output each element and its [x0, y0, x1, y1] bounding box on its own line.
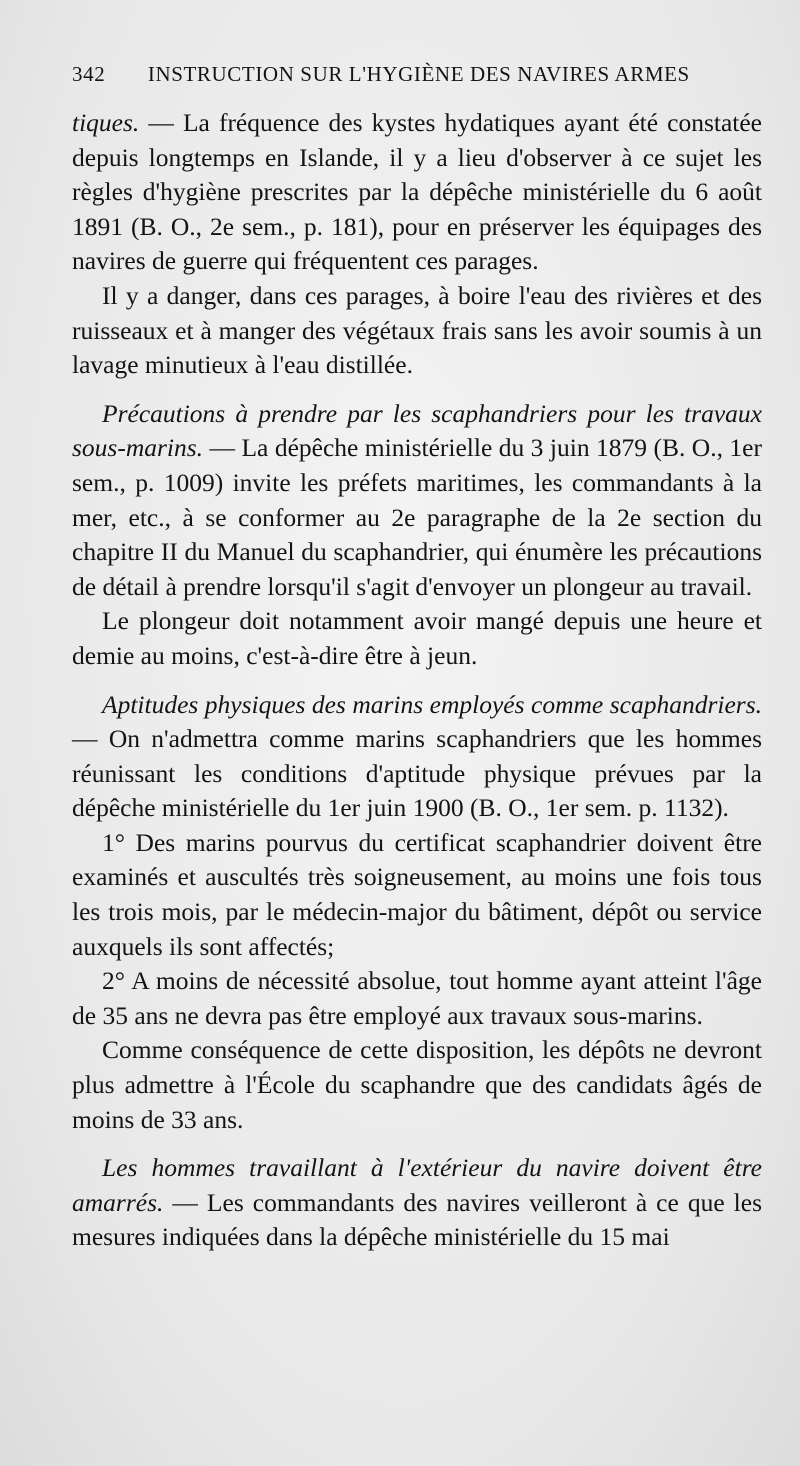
paragraph-text: Le plongeur doit notamment avoir mangé depuis une heure et demie au moins, c'est-à-dire être à jeun.	[72, 606, 762, 670]
paragraph-text: — La fréquence des kystes hydatiques ayant été constatée depuis longtemps en Islande, il y a lieu d'observer à ce sujet les règles d'hygiène prescrites par la dépêche ministérielle du 6 août 1891 (B. O., 2e sem., p. 181), pour en préserver les équipages des navires de guerre qui fréquentent ces parages.	[72, 108, 762, 276]
paragraph	[72, 279, 762, 383]
running-header	[72, 62, 712, 87]
paragraph	[72, 397, 762, 605]
paragraph	[72, 106, 762, 279]
paragraph	[72, 826, 762, 964]
page-number: 342	[72, 62, 106, 86]
paragraph-text: 1° Des marins pourvus du certificat scaphandrier doivent être examinés et auscultés très soigneusement, au moins une fois tous les trois mois, par le médecin-major du bâtiment, dépôt ou service auxquels ils sont affectés;	[72, 827, 762, 961]
paragraph	[72, 1033, 762, 1137]
paragraph	[72, 688, 762, 826]
paragraph-text: — Les commandants des navires veilleront à ce que les mesures indiquées dans la dépêche ministérielle du 15 mai	[72, 1187, 762, 1252]
paragraph-text: — La dépêche ministérielle du 3 juin 1879 (B. O., 1er sem., p. 1009) invite les préfets maritimes, les commandants à la mer, etc., à se conformer au 2e paragraphe de la 2e section du chapitre II du Manuel du scaphandrier, qui énumère les précautions de détail à prendre lorsqu'il s'agit d'envoyer un plongeur au travail.	[72, 433, 762, 601]
section-heading: Aptitudes physiques des marins employés comme scaphandriers.	[102, 689, 762, 719]
paragraph	[72, 1151, 762, 1255]
paragraph-text: 2° A moins de nécessité absolue, tout homme ayant atteint l'âge de 35 ans ne devra pas être employé aux travaux sous-marins.	[72, 966, 762, 1030]
paragraph-lead: tiques.	[72, 108, 140, 137]
section-heading: Les hommes travaillant à l'extérieur du navire doivent être amarrés.	[72, 1153, 762, 1217]
paragraph-text: Comme conséquence de cette disposition, les dépôts ne devront plus admettre à l'École du scaphandre que des candidats âgés de moins de 33 ans.	[72, 1035, 762, 1134]
paragraph	[72, 604, 762, 673]
section-heading: Précautions à prendre par les scaphandriers pour les travaux sous-marins.	[72, 398, 762, 463]
running-title: INSTRUCTION SUR L'HYGIÈNE DES NAVIRES ARMES	[147, 62, 690, 86]
paragraph-text: — On n'admettra comme marins scaphandriers que les hommes réunissant les conditions d'aptitude physique prévues par la dépêche ministérielle du 1er juin 1900 (B. O., 1er sem. p. 1132).	[72, 724, 762, 823]
paragraph	[72, 964, 762, 1033]
paragraph-text: Il y a danger, dans ces parages, à boire l'eau des rivières et des ruisseaux et à manger des végétaux frais sans les avoir soumis à un lavage minutieux à l'eau distillée.	[72, 280, 762, 380]
page-body	[72, 106, 762, 1255]
